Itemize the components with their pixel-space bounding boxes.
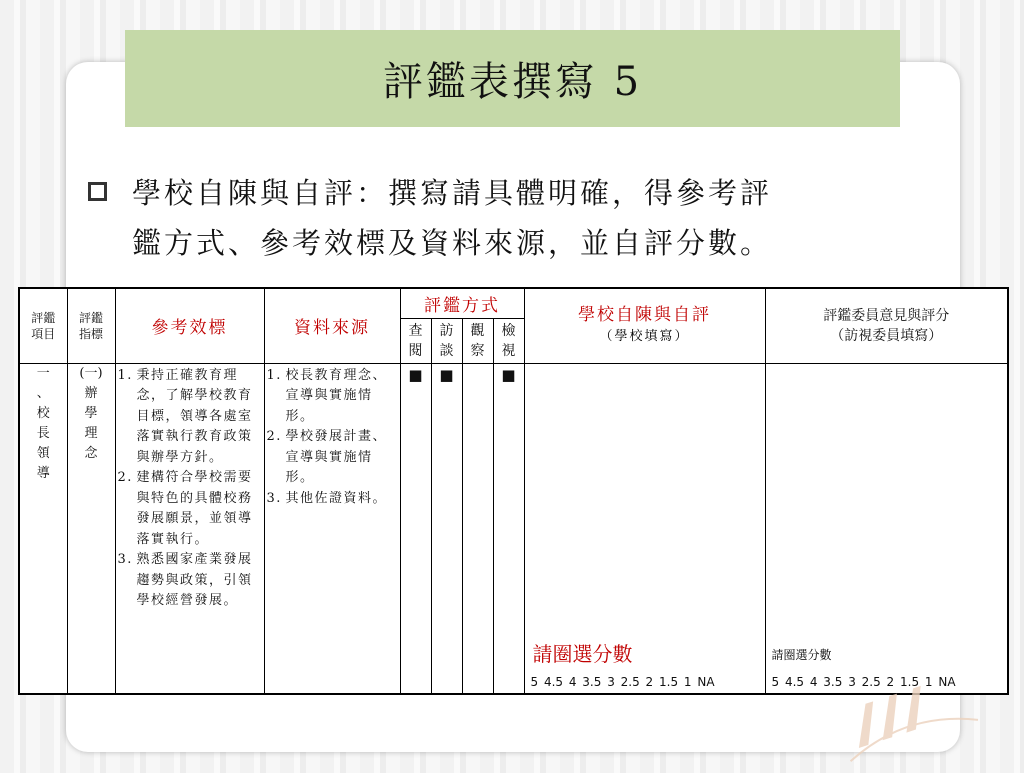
self-eval-prompt: 請圈選分數	[532, 642, 633, 666]
method-interview-cell	[431, 363, 462, 694]
sources-list	[265, 364, 400, 510]
committee-cell[interactable]	[765, 363, 1008, 694]
list-item: 1. 校長教育理念、宣導與實施情形。	[266, 367, 388, 424]
header-method-review: 查 閱	[400, 318, 431, 363]
committee-score-options[interactable]: 5 4.5 4 3.5 3 2.5 2 1.5 1 NA	[771, 675, 956, 689]
header-method: 評鑑方式	[400, 288, 524, 318]
self-eval-score-options[interactable]: 5 4.5 4 3.5 3 2.5 2 1.5 1 NA	[530, 675, 715, 689]
check-mark-icon: ■	[408, 365, 423, 384]
header-sources: 資料來源	[264, 288, 400, 363]
table-row	[19, 363, 1008, 694]
criteria-list	[116, 364, 264, 612]
header-method-interview: 訪 談	[431, 318, 462, 363]
slide-title: 評鑑表撰寫 5	[125, 30, 900, 127]
header-self-eval-sub: （學校填寫）	[599, 328, 690, 344]
header-method-observe: 觀 察	[462, 318, 493, 363]
square-bullet-icon	[88, 182, 107, 201]
item-cell: 一 、 校 長 領 導	[19, 363, 67, 694]
header-criteria: 參考效標	[115, 288, 264, 363]
list-item: 1. 秉持正確教育理念，了解學校教育目標，領導各處室落實執行教育政策與辦學方針。	[117, 367, 253, 465]
header-committee-sub: （訪視委員填寫）	[830, 327, 943, 344]
evaluation-table	[18, 287, 1009, 695]
committee-prompt: 請圈選分數	[771, 648, 832, 662]
method-review-cell	[400, 363, 431, 694]
bullet-line-2: 鑑方式、參考效標及資料來源，並自評分數。	[132, 226, 773, 260]
header-item: 評鑑 項目	[19, 288, 67, 363]
check-mark-icon: ■	[439, 365, 454, 384]
method-inspect-cell	[493, 363, 524, 694]
list-item: 2. 學校發展計畫、宣導與實施情形。	[266, 429, 388, 485]
list-item: 2. 建構符合學校需要與特色的具體校務發展願景，並領導落實執行。	[117, 470, 253, 547]
bullet-paragraph	[88, 168, 958, 268]
bullet-line-1: 學校自陳與自評：撰寫請具體明確，得參考評	[132, 176, 773, 210]
sources-cell	[264, 363, 400, 694]
header-committee: 評鑑委員意見與評分 （訪視委員填寫）	[765, 288, 1008, 363]
header-method-inspect: 檢 視	[493, 318, 524, 363]
self-eval-cell[interactable]	[524, 363, 765, 694]
criteria-cell	[115, 363, 264, 694]
indicator-cell: (一) 辦 學 理 念	[67, 363, 115, 694]
header-row-1	[19, 288, 1008, 318]
method-observe-cell	[462, 363, 493, 694]
header-self-eval: 學校自陳與自評 （學校填寫）	[524, 288, 765, 363]
check-mark-icon: ■	[501, 365, 516, 384]
list-item: 3. 其他佐證資料。	[266, 490, 388, 506]
list-item: 3. 熟悉國家產業發展趨勢與政策，引領學校經營發展。	[117, 552, 253, 608]
header-indicator: 評鑑 指標	[67, 288, 115, 363]
